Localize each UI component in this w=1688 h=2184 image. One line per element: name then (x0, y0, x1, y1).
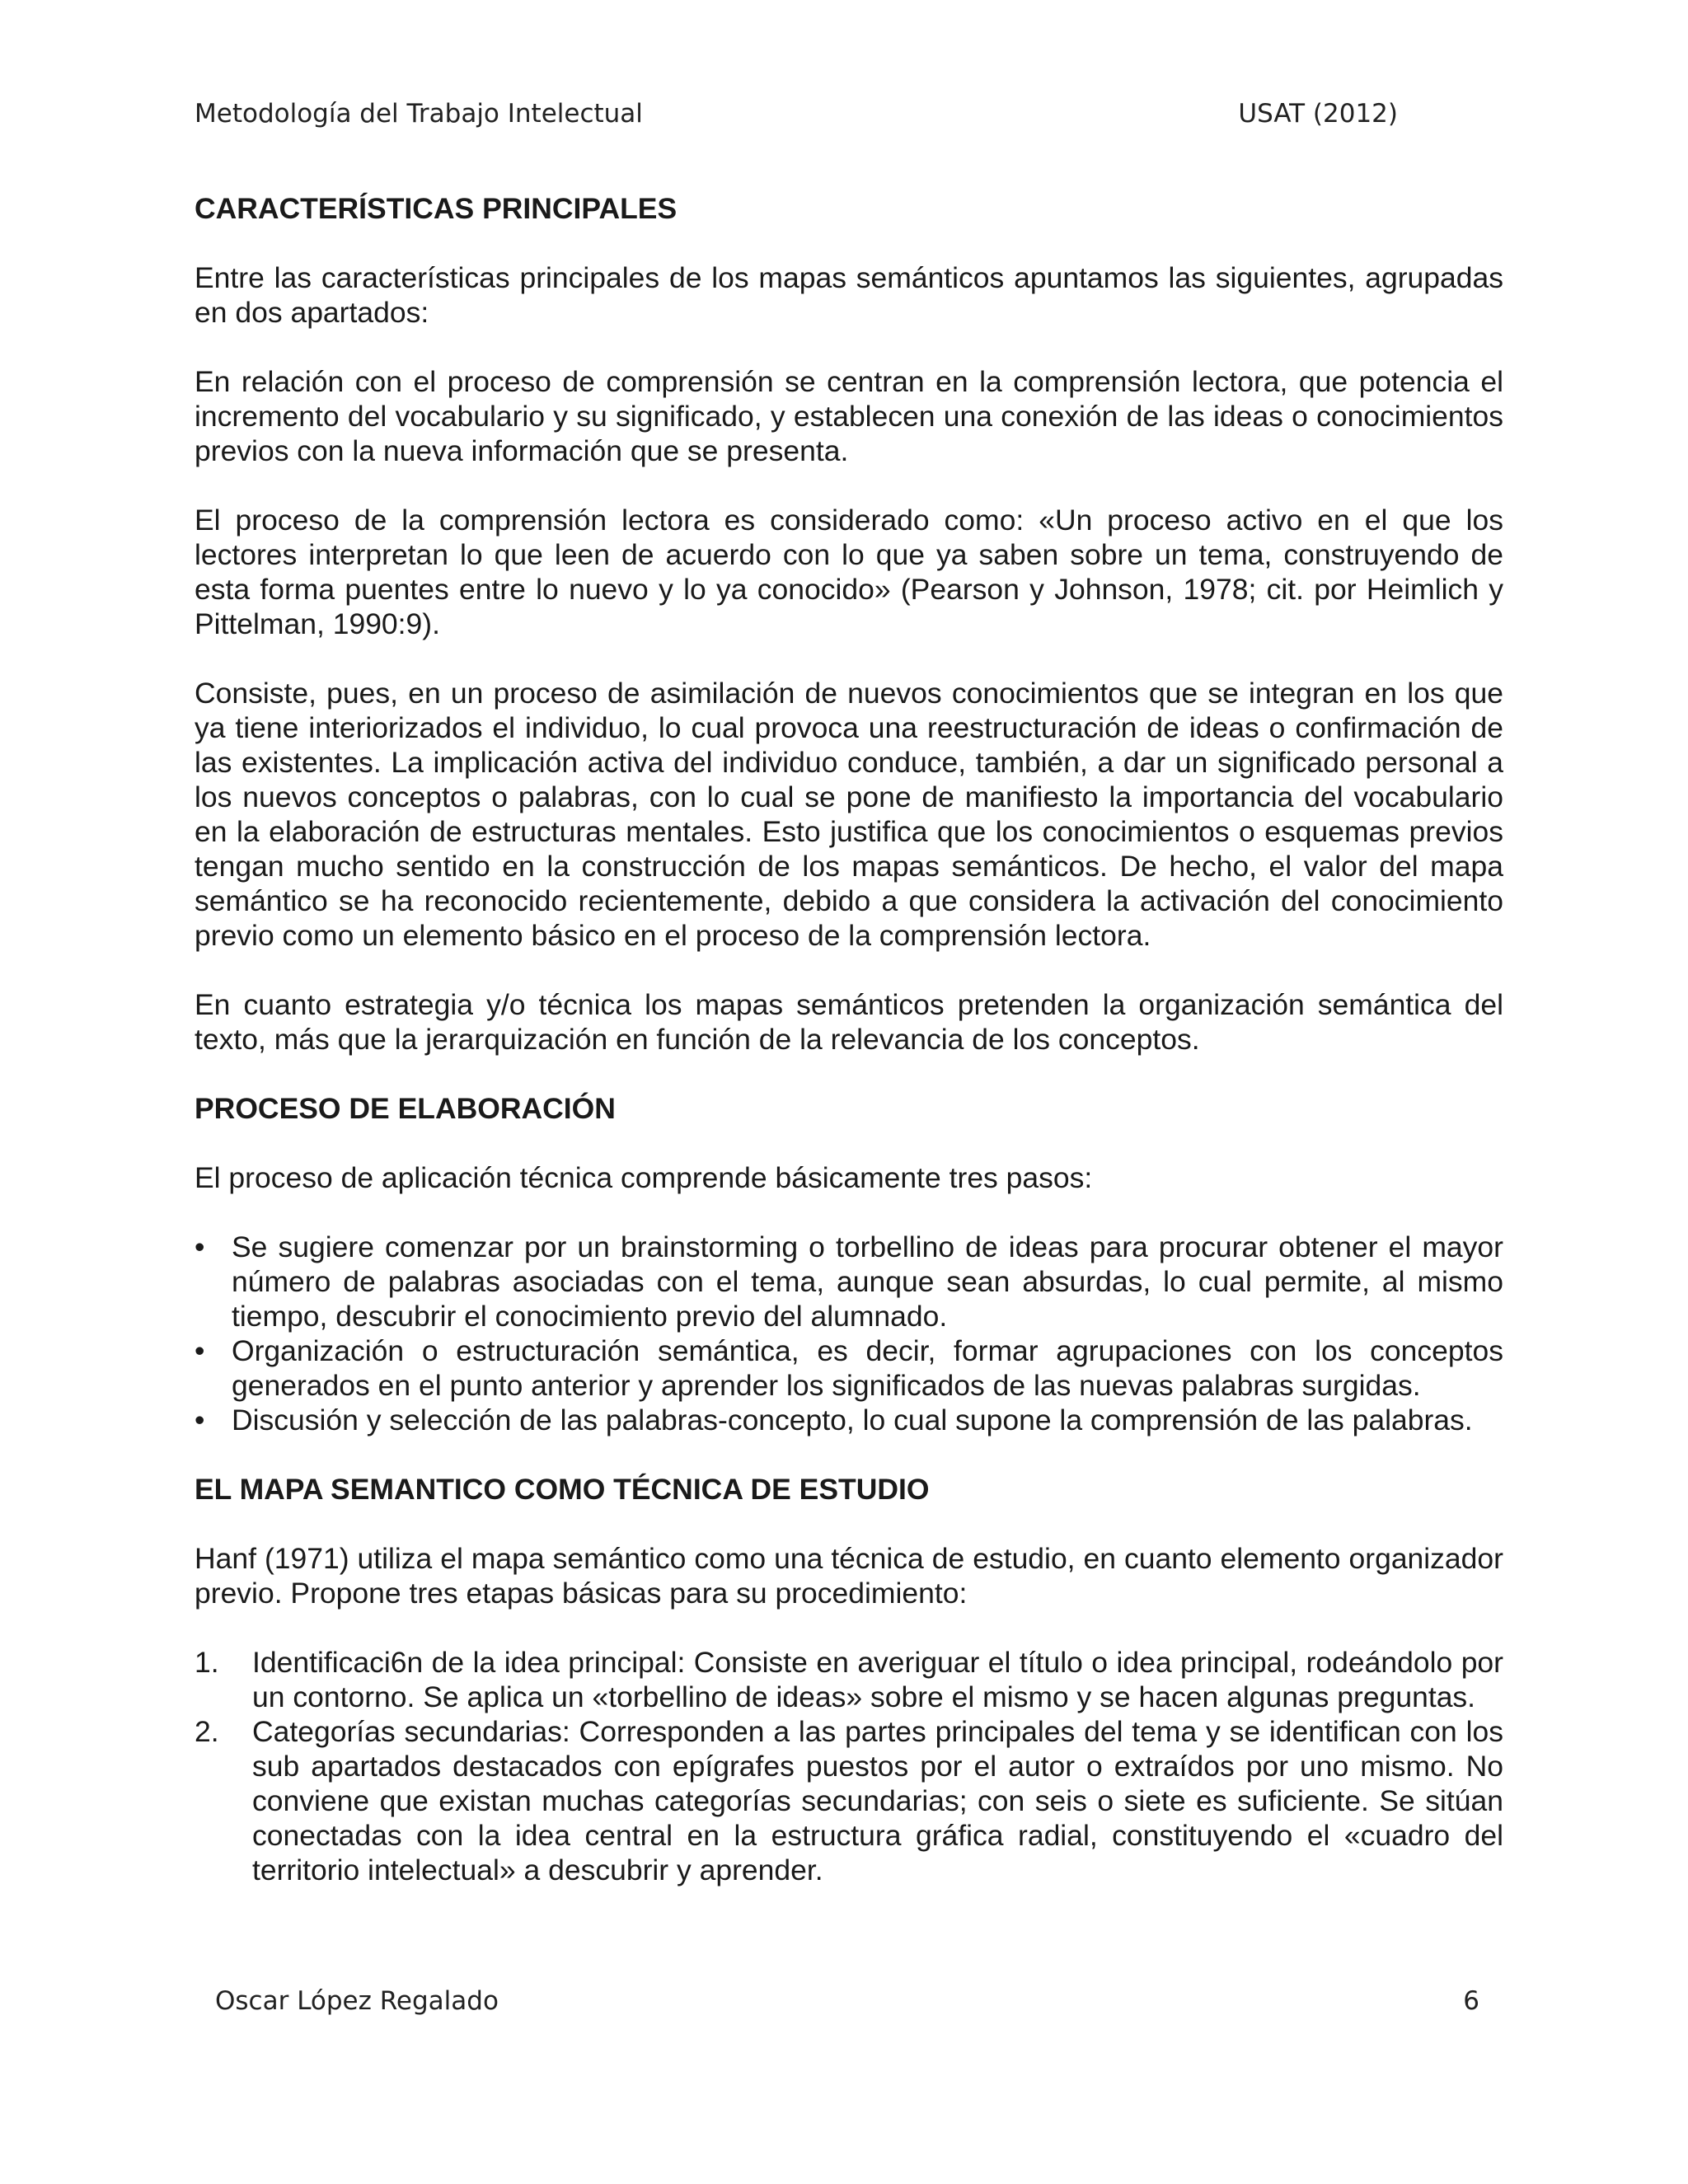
list-item-text: Identificaci6n de la idea principal: Consiste en averiguar el título o idea principal, rodeándolo por un contorno. Se aplica un «torbellino de ideas» sobre el mismo y se hacen algunas preguntas. (252, 1646, 1503, 1713)
list-number: 2. (195, 1715, 219, 1748)
heading-proceso: PROCESO DE ELABORACIÓN (195, 1092, 616, 1125)
list-item-text: Categorías secundarias: Corresponden a las partes principales del tema y se identifican con los sub apartados destacados con epígrafes puestos por el autor o extraídos por uno mismo. No conviene que existan muchas categorías secundarias; con seis o siete es suficiente. Se sitúan conectadas con la idea central en la estructura gráfica radial, constituyendo el «cuadro del territorio intelectual» a descubrir y aprender. (252, 1715, 1503, 1886)
page-header (195, 97, 1398, 130)
list-item (195, 1714, 1503, 1887)
bullet-list (195, 1230, 1503, 1437)
numbered-list (195, 1645, 1503, 1887)
paragraph: El proceso de la comprensión lectora es considerado como: «Un proceso activo en el que los lectores interpretan lo que leen de acuerdo con lo que ya saben sobre un tema, construyendo de esta forma puentes entre lo nuevo y lo ya conocido» (Pearson y Johnson, 1978; cit. por Heimlich y Pittelman, 1990:9). (195, 504, 1503, 640)
bullet-icon: • (195, 1334, 205, 1367)
paragraph: En relación con el proceso de comprensión se centran en la comprensión lectora, que potencia el incremento del vocabulario y su significado, y establecen una conexión de las ideas o conocimientos previos con la nueva información que se presenta. (195, 365, 1503, 467)
list-item-text: Organización o estructuración semántica, es decir, formar agrupaciones con los conceptos generados en el punto anterior y aprender los significados de las nuevas palabras surgidas. (232, 1334, 1503, 1402)
page-number: 6 (1463, 1986, 1479, 2016)
heading-caracteristicas: CARACTERÍSTICAS PRINCIPALES (195, 192, 678, 225)
document-body (195, 191, 1503, 1887)
paragraph: Hanf (1971) utiliza el mapa semántico como una técnica de estudio, en cuanto elemento organizador previo. Propone tres etapas básicas para su procedimiento: (195, 1542, 1503, 1610)
bullet-icon: • (195, 1404, 205, 1436)
bullet-icon: • (195, 1230, 205, 1263)
list-item (195, 1403, 1503, 1437)
paragraph: Entre las características principales de los mapas semánticos apuntamos las siguientes, agrupadas en dos apartados: (195, 261, 1503, 329)
paragraph: En cuanto estrategia y/o técnica los mapas semánticos pretenden la organización semántica del texto, más que la jerarquización en función de la relevancia de los conceptos. (195, 988, 1503, 1056)
list-item (195, 1333, 1503, 1403)
list-item-text: Discusión y selección de las palabras-concepto, lo cual supone la comprensión de las palabras. (232, 1404, 1473, 1436)
footer-author: Oscar López Regalado (215, 1986, 499, 2016)
list-item (195, 1645, 1503, 1714)
list-number: 1. (195, 1646, 219, 1679)
header-institution: USAT (2012) (1238, 99, 1398, 129)
page-footer (215, 1985, 1479, 2018)
list-item (195, 1230, 1503, 1333)
heading-mapa-semantico: EL MAPA SEMANTICO COMO TÉCNICA DE ESTUDIO (195, 1473, 930, 1506)
header-title: Metodología del Trabajo Intelectual (195, 99, 643, 129)
paragraph: El proceso de aplicación técnica comprende básicamente tres pasos: (195, 1161, 1093, 1194)
list-item-text: Se sugiere comenzar por un brainstorming o torbellino de ideas para procurar obtener el mayor número de palabras asociadas con el tema, aunque sean absurdas, lo cual permite, al mismo tiempo, descubrir el conocimiento previo del alumnado. (232, 1230, 1503, 1333)
paragraph: Consiste, pues, en un proceso de asimilación de nuevos conocimientos que se integran en los que ya tiene interiorizados el individuo, lo cual provoca una reestructuración de ideas o confirmación de las existentes. La implicación activa del individuo conduce, también, a dar un significado personal a los nuevos conceptos o palabras, con lo cual se pone de manifiesto la importancia del vocabulario en la elaboración de estructuras mentales. Esto justifica que los conocimientos o esquemas previos tengan mucho sentido en la construcción de los mapas semánticos. De hecho, el valor del mapa semántico se ha reconocido recientemente, debido a que considera la activación del conocimiento previo como un elemento básico en el proceso de la comprensión lectora. (195, 677, 1503, 952)
